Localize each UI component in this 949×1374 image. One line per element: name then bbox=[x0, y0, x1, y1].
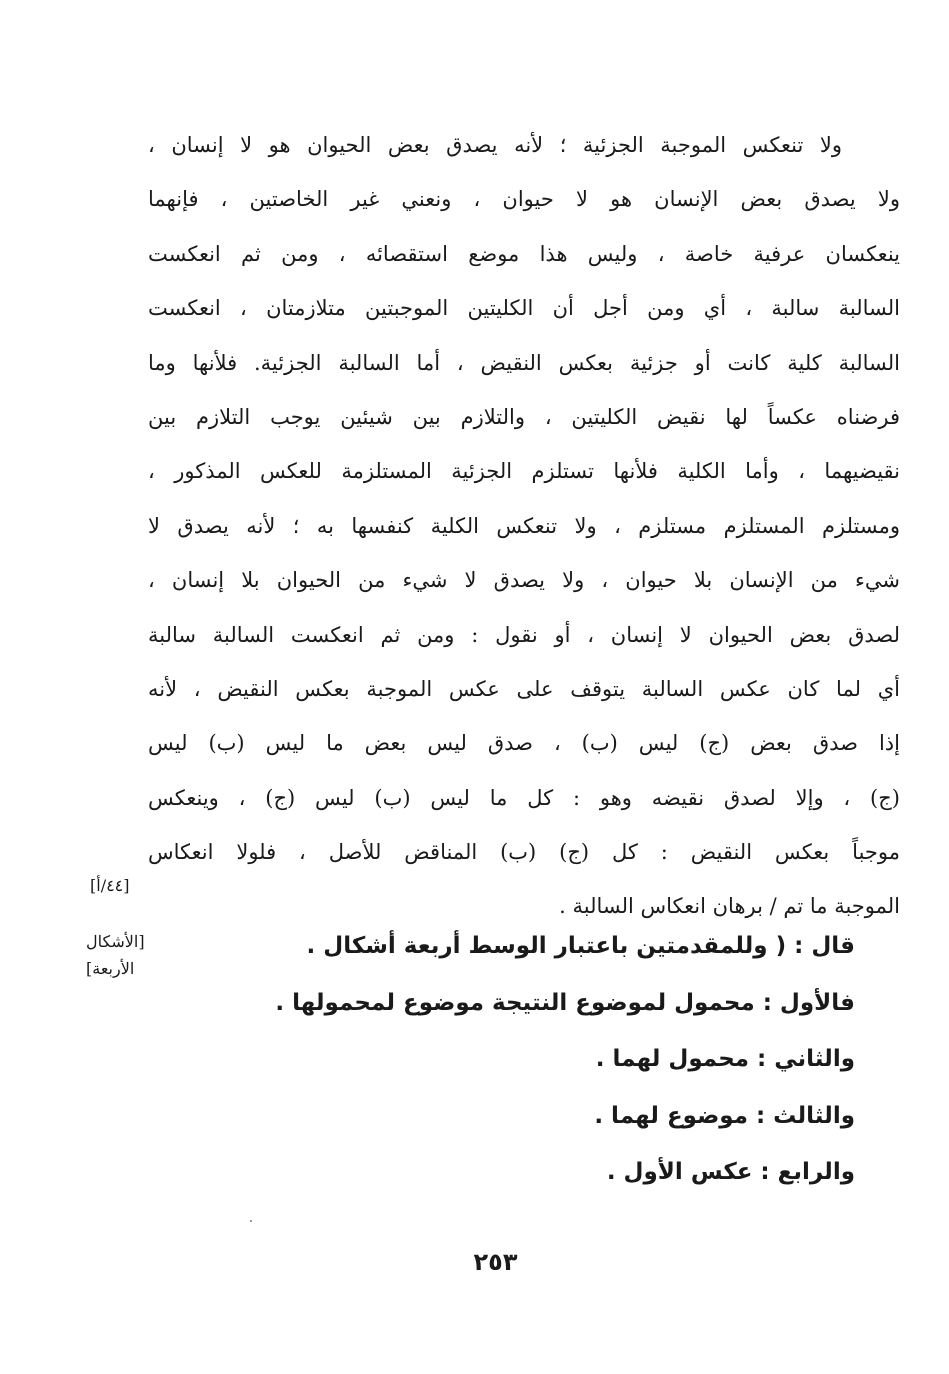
body-line: إذا صدق بعض (ج) ليس (ب) ، صدق ليس بعض ما ليس (ب) ليس bbox=[148, 731, 900, 756]
body-line: (ج) ، وإلا لصدق نقيضه وهو : كل ما ليس (ب) ليس (ج) ، وينعكس bbox=[148, 785, 900, 810]
margin-note-line: [الأشكال bbox=[86, 932, 145, 951]
ink-speck bbox=[250, 1220, 252, 1222]
body-line: ولا يصدق بعض الإنسان هو لا حيوان ، ونعني غير الخاصتين ، فإنهما bbox=[148, 187, 900, 212]
quoted-line: والثاني : محمول لهما . bbox=[595, 1046, 855, 1072]
body-line: ومستلزم المستلزم مستلزم ، ولا تنعكس الكلية كنفسها به ؛ لأنه يصدق لا bbox=[148, 513, 900, 538]
body-line: نقيضيهما ، وأما الكلية فلأنها تستلزم الجزئية المستلزمة للعكس المذكور ، bbox=[148, 459, 900, 484]
folio-reference: [٤٤/أ] bbox=[90, 876, 130, 895]
body-line: فرضناه عكساً لها نقيض الكليتين ، والتلازم بين شيئين يوجب التلازم بين bbox=[148, 404, 900, 429]
quoted-line: والثالث : موضوع لهما . bbox=[594, 1102, 855, 1129]
page-number: ٢٥٣ bbox=[473, 1248, 518, 1276]
margin-note-line: الأربعة] bbox=[86, 959, 135, 978]
body-text bbox=[148, 118, 900, 934]
body-line: ولا تنعكس الموجبة الجزئية ؛ لأنه يصدق بعض الحيوان هو لا إنسان ، bbox=[148, 133, 842, 157]
quoted-line: والرابع : عكس الأول . bbox=[606, 1159, 855, 1185]
quoted-line: قال : ( وللمقدمتين باعتبار الوسط أربعة أشكال . bbox=[306, 933, 855, 959]
body-line: موجباً بعكس النقيض : كل (ج) (ب) المناقض للأصل ، فلولا انعكاس bbox=[148, 840, 900, 865]
quoted-text bbox=[275, 918, 855, 1201]
body-line: ينعكسان عرفية خاصة ، وليس هذا موضع استقصائه ، ومن ثم انعكست bbox=[148, 241, 900, 266]
body-line: السالبة سالبة ، أي ومن أجل أن الكليتين الموجبتين متلازمتان ، انعكست bbox=[148, 296, 900, 321]
body-line: أي لما كان عكس السالبة يتوقف على عكس الموجبة بعكس النقيض ، لأنه bbox=[148, 676, 900, 701]
body-line: شيء من الإنسان بلا حيوان ، ولا يصدق لا شيء من الحيوان بلا إنسان ، bbox=[148, 568, 900, 593]
margin-note bbox=[86, 928, 150, 982]
body-line: الموجبة ما تم / برهان انعكاس السالبة . bbox=[559, 894, 900, 919]
body-line: لصدق بعض الحيوان لا إنسان ، أو نقول : ومن ثم انعكست السالبة سالبة bbox=[148, 622, 900, 647]
body-line: السالبة كلية كانت أو جزئية بعكس النقيض ، أما السالبة الجزئية. فلأنها وما bbox=[148, 350, 900, 375]
quoted-line: فالأول : محمول لموضوع النتيجة موضوع لمحمولها . bbox=[275, 989, 855, 1016]
